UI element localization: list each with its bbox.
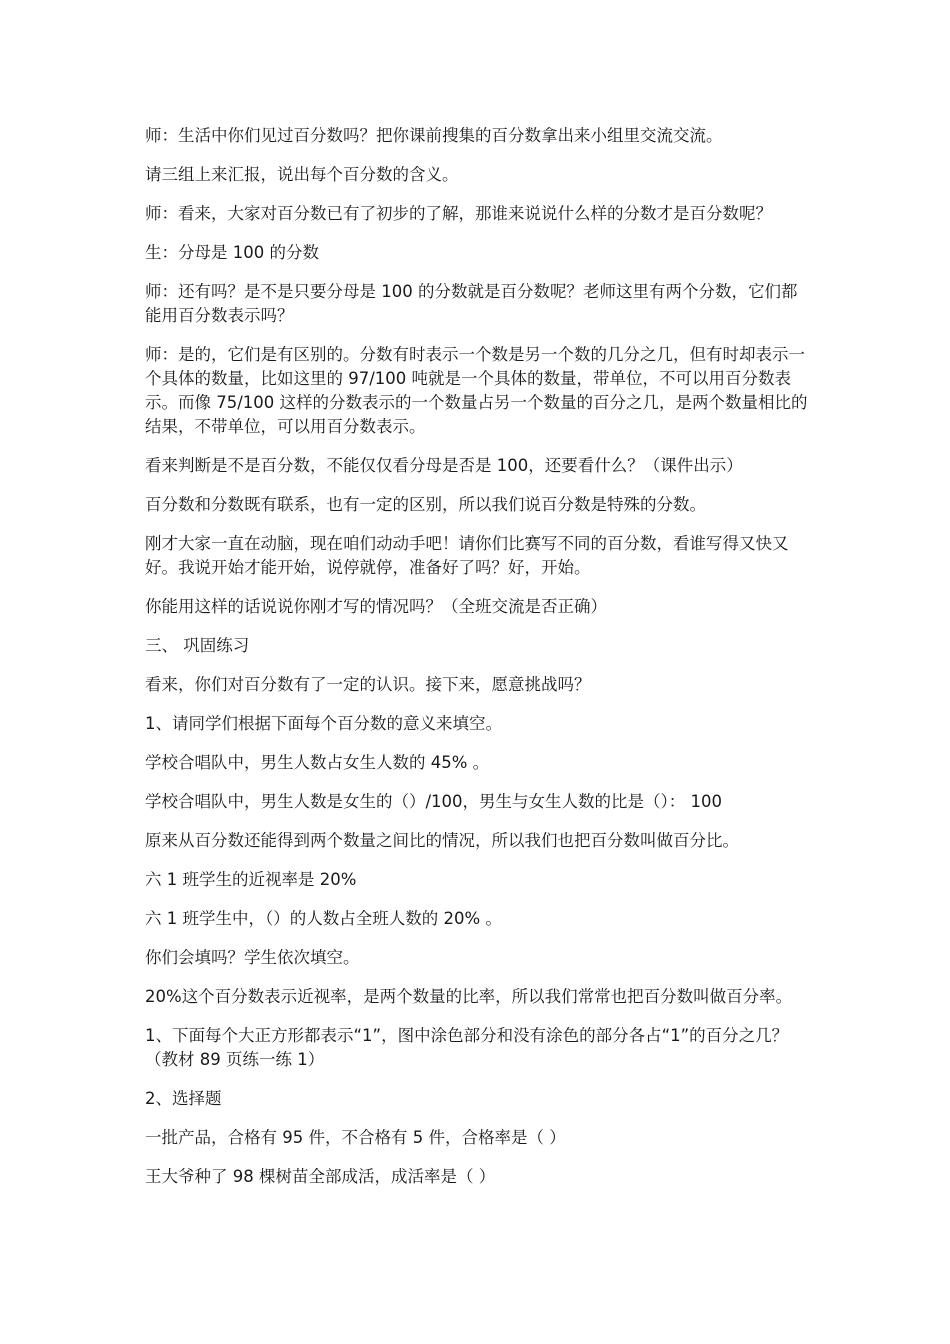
- paragraph: 师：是的，它们是有区别的。分数有时表示一个数是另一个数的几分之几，但有时却表示一个具体的数量，比如这里的 97/100 吨就是一个具体的数量，带单位，不可以用百分数表示。而像 75/100 这样的分数表示的一个数量占另一个数量的百分之几，是两个数量相比的结果，不带单位，可以用百分数表示。: [145, 345, 808, 436]
- paragraph: 刚才大家一直在动脑，现在咱们动动手吧！请你们比赛写不同的百分数，看谁写得又快又好。我说开始才能开始，说停就停，准备好了吗？好，开始。: [145, 534, 789, 577]
- section-heading: 三、 巩固练习: [145, 636, 250, 655]
- paragraph: 原来从百分数还能得到两个数量之间比的情况，所以我们也把百分数叫做百分比。: [145, 831, 739, 850]
- paragraph: 20%这个百分数表示近视率，是两个数量的比率，所以我们常常也把百分数叫做百分率。: [145, 987, 793, 1006]
- paragraph: 王大爷种了 98 棵树苗全部成活，成活率是（ ）: [145, 1167, 496, 1186]
- paragraph: 学校合唱队中，男生人数占女生人数的 45% 。: [145, 753, 490, 772]
- paragraph: 一批产品，合格有 95 件，不合格有 5 件，合格率是（ ）: [145, 1128, 566, 1147]
- paragraph: 师：生活中你们见过百分数吗？把你课前搜集的百分数拿出来小组里交流交流。: [145, 126, 723, 145]
- paragraph: 1、下面每个大正方形都表示“1”，图中涂色部分和没有涂色的部分各占“1”的百分之几？（教材 89 页练一练 1）: [145, 1026, 789, 1069]
- paragraph: 你能用这样的话说说你刚才写的情况吗？（全班交流是否正确）: [145, 597, 607, 616]
- paragraph: 1、请同学们根据下面每个百分数的意义来填空。: [145, 714, 502, 733]
- paragraph: 六 1 班学生的近视率是 20%: [145, 870, 357, 889]
- paragraph: 生：分母是 100 的分数: [145, 243, 319, 262]
- paragraph: 2、选择题: [145, 1089, 222, 1108]
- paragraph: 你们会填吗？学生依次填空。: [145, 948, 360, 967]
- paragraph: 看来，你们对百分数有了一定的认识。接下来，愿意挑战吗？: [145, 675, 591, 694]
- paragraph: 六 1 班学生中，（）的人数占全班人数的 20% 。: [145, 909, 502, 928]
- paragraph: 师：还有吗？是不是只要分母是 100 的分数就是百分数呢？老师这里有两个分数，它们都能用百分数表示吗？: [145, 282, 798, 325]
- paragraph: 师：看来，大家对百分数已有了初步的了解，那谁来说说什么样的分数才是百分数呢？: [145, 204, 772, 223]
- paragraph: 看来判断是不是百分数，不能仅仅看分母是否是 100，还要看什么？（课件出示）: [145, 456, 743, 475]
- paragraph: 学校合唱队中，男生人数是女生的（）/100，男生与女生人数的比是（）： 100: [145, 792, 723, 811]
- paragraph: 请三组上来汇报，说出每个百分数的含义。: [145, 165, 459, 184]
- paragraph: 百分数和分数既有联系，也有一定的区别，所以我们说百分数是特殊的分数。: [145, 495, 706, 514]
- document-body: [145, 124, 810, 1204]
